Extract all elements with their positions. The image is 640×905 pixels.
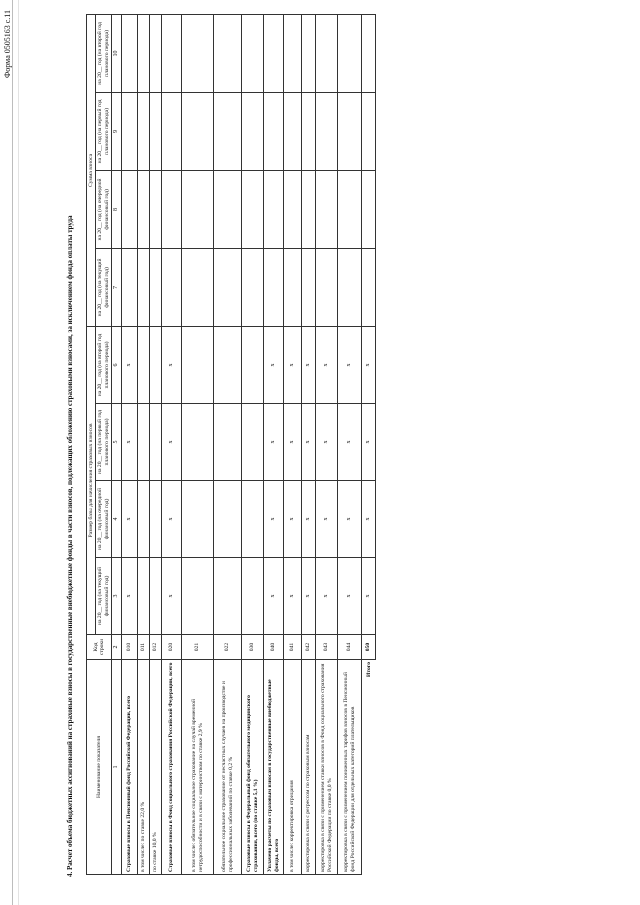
value-cell[interactable] [138,326,150,403]
table-row [316,14,338,874]
row-label: в том числе: корректировка отрицания [284,660,302,875]
value-cell[interactable] [150,558,162,635]
value-cell[interactable]: x [264,326,284,403]
value-cell[interactable] [338,92,362,170]
value-cell[interactable]: x [122,558,138,635]
value-cell[interactable] [150,92,162,170]
value-cell[interactable] [284,92,302,170]
value-cell[interactable] [338,170,362,248]
value-cell[interactable]: x [302,326,316,403]
table-row [242,14,264,874]
value-cell[interactable] [284,248,302,326]
value-cell[interactable]: x [316,481,338,558]
col-number: 8 [112,170,122,248]
row-code: 044 [338,635,362,660]
value-cell[interactable] [264,248,284,326]
header-sum-plan2: на 20__ год (на второй год планового периода) [96,14,112,92]
row-code: 012 [150,635,162,660]
value-cell[interactable] [182,558,214,635]
total-value-cell[interactable]: x [362,326,376,403]
value-cell[interactable] [242,92,264,170]
row-code: 041 [284,635,302,660]
value-cell[interactable]: x [284,481,302,558]
total-value-cell[interactable] [362,92,376,170]
section-heading: 4. Расчет объема бюджетных ассигнований на страховые взносы в государственные внебюджетные фонды в части взносов, подлежащих обложению страховыми взносами, за исключением фонда оплаты труда [66,215,74,877]
value-cell[interactable] [122,92,138,170]
table-row [302,14,316,874]
row-label: корректировка в связи с регрессом по страховым взносам [302,660,316,875]
total-value-cell[interactable] [362,248,376,326]
value-cell[interactable]: x [284,558,302,635]
row-code: 020 [162,635,182,660]
value-cell[interactable] [138,92,150,170]
value-cell[interactable]: x [162,558,182,635]
col-number: 4 [112,481,122,558]
table-row [284,14,302,874]
value-cell[interactable] [214,170,242,248]
col-number: 3 [112,558,122,635]
value-cell[interactable] [316,248,338,326]
value-cell[interactable] [150,14,162,92]
row-code: 030 [242,635,264,660]
table-row [150,14,162,874]
row-label: Страховые взносы в Пенсионный фонд Российской Федерации, всего [122,660,138,875]
value-cell[interactable]: x [162,481,182,558]
value-cell[interactable] [214,248,242,326]
value-cell[interactable] [150,326,162,403]
value-cell[interactable]: x [122,481,138,558]
row-label: Уплачено расчеты по страховым взносам в государственные внебюджетные фонды, всего [264,660,284,875]
total-value-cell[interactable] [362,170,376,248]
row-code: 042 [302,635,316,660]
header-code: Код строки [87,635,112,660]
value-cell[interactable] [338,14,362,92]
value-cell[interactable] [242,170,264,248]
value-cell[interactable] [162,170,182,248]
value-cell[interactable]: x [316,404,338,481]
header-sum-cur: на 20__ год (на текущий финансовый год) [96,248,112,326]
total-row [362,14,376,874]
header-base-cur: на 20__ год (на текущий финансовый год) [96,558,112,635]
total-value-cell[interactable] [362,14,376,92]
value-cell[interactable] [162,92,182,170]
col-number: 5 [112,404,122,481]
total-value-cell[interactable]: x [362,481,376,558]
value-cell[interactable]: x [264,481,284,558]
value-cell[interactable] [122,170,138,248]
value-cell[interactable] [162,248,182,326]
value-cell[interactable] [316,92,338,170]
value-cell[interactable]: x [338,326,362,403]
row-label: корректировка в связи с применением пониженных тарифов взносов в Пенсионный фонд Российской Федерации для отдельных категорий плательщиков [338,660,362,875]
row-label: Страховые взносы в Фонд социального страхования Российской Федерации, всего [162,660,182,875]
value-cell[interactable] [264,92,284,170]
value-cell[interactable] [182,326,214,403]
value-cell[interactable] [182,404,214,481]
row-code: 043 [316,635,338,660]
value-cell[interactable] [138,248,150,326]
row-code: 040 [264,635,284,660]
value-cell[interactable] [242,558,264,635]
total-value-cell[interactable]: x [362,558,376,635]
value-cell[interactable] [214,326,242,403]
form-number: Форма 0505163 с.11 [3,10,12,79]
value-cell[interactable] [150,481,162,558]
contributions-table [86,14,376,875]
value-cell[interactable] [214,558,242,635]
value-cell[interactable]: x [302,404,316,481]
value-cell[interactable] [242,326,264,403]
row-label: корректировка в связи с применением ставки взносов в Фонд социального страхования Российской Федерации по ставке 0,0 % [316,660,338,875]
value-cell[interactable] [138,170,150,248]
value-cell[interactable] [182,92,214,170]
value-cell[interactable] [302,170,316,248]
value-cell[interactable] [264,170,284,248]
value-cell[interactable] [138,481,150,558]
table-row [182,14,214,874]
value-cell[interactable] [138,558,150,635]
table-row [122,14,138,874]
value-cell[interactable]: x [162,326,182,403]
value-cell[interactable] [182,481,214,558]
col-number: 10 [112,14,122,92]
value-cell[interactable]: x [122,326,138,403]
value-cell[interactable] [150,404,162,481]
col-number: 7 [112,248,122,326]
row-label: в том числе: обязательное социальное страхование на случай временной нетрудоспособности и в связи с материнством по ставке 2,9 % [182,660,214,875]
row-code: 011 [138,635,150,660]
value-cell[interactable]: x [338,481,362,558]
value-cell[interactable] [316,14,338,92]
value-cell[interactable] [182,248,214,326]
value-cell[interactable] [122,14,138,92]
table-row [162,14,182,874]
value-cell[interactable] [242,14,264,92]
value-cell[interactable] [182,14,214,92]
header-sum-group: Сумма взноса [87,14,96,326]
value-cell[interactable]: x [338,558,362,635]
col-number: 1 [112,660,122,875]
value-cell[interactable] [284,170,302,248]
row-label: по ставке 10,0 % [150,660,162,875]
value-cell[interactable]: x [264,404,284,481]
value-cell[interactable] [182,170,214,248]
value-cell[interactable] [122,248,138,326]
col-number: 6 [112,326,122,403]
table-row [138,14,150,874]
value-cell[interactable] [302,248,316,326]
value-cell[interactable]: x [264,558,284,635]
value-cell[interactable] [214,14,242,92]
value-cell[interactable] [264,14,284,92]
value-cell[interactable]: x [316,326,338,403]
value-cell[interactable] [150,248,162,326]
row-label: Страховые взносы в Федеральный фонд обязательного медицинского страхования, всего (по ставке 5,1 %) [242,660,264,875]
row-code: 021 [182,635,214,660]
value-cell[interactable] [162,14,182,92]
table-row [338,14,362,874]
value-cell[interactable] [284,14,302,92]
value-cell[interactable]: x [316,558,338,635]
value-cell[interactable] [302,14,316,92]
value-cell[interactable] [242,481,264,558]
header-base-next: на 20__ год (на очередной финансовый год) [96,481,112,558]
row-code: 010 [122,635,138,660]
header-sum-plan1: на 20__ год (на первый год планового периода) [96,92,112,170]
value-cell[interactable] [214,481,242,558]
value-cell[interactable] [338,248,362,326]
value-cell[interactable] [138,14,150,92]
value-cell[interactable] [150,170,162,248]
row-label: обязательное социальное страхование от несчастных случаев на производстве и профессиональных заболеваний по ставке 0,2 % [214,660,242,875]
header-name: Наименование показателя [87,660,112,875]
row-label: в том числе: по ставке 22,0 % [138,660,150,875]
header-base-plan2: на 20__ год (на второй год планового периода) [96,326,112,403]
total-label: Итого [365,662,372,678]
value-cell[interactable]: x [302,558,316,635]
row-code: 022 [214,635,242,660]
value-cell[interactable] [242,248,264,326]
header-base-group: Размер базы для начисления страховых взносов [87,326,96,634]
value-cell[interactable] [316,170,338,248]
table-row [264,14,284,874]
value-cell[interactable]: x [284,326,302,403]
value-cell[interactable] [214,404,242,481]
value-cell[interactable] [242,404,264,481]
header-sum-next: на 20__ год (на очередной финансовый год) [96,170,112,248]
value-cell[interactable]: x [338,404,362,481]
value-cell[interactable] [214,92,242,170]
value-cell[interactable]: x [284,404,302,481]
header-base-plan1: на 20__ год (на первый год планового периода) [96,404,112,481]
column-numbers-row [112,14,122,874]
value-cell[interactable]: x [122,404,138,481]
total-value-cell[interactable]: x [362,404,376,481]
value-cell[interactable] [138,404,150,481]
table-row [214,14,242,874]
value-cell[interactable]: x [302,481,316,558]
value-cell[interactable] [302,92,316,170]
value-cell[interactable]: x [162,404,182,481]
col-number: 9 [112,92,122,170]
col-number: 2 [112,635,122,660]
total-code: 050 [362,635,376,660]
